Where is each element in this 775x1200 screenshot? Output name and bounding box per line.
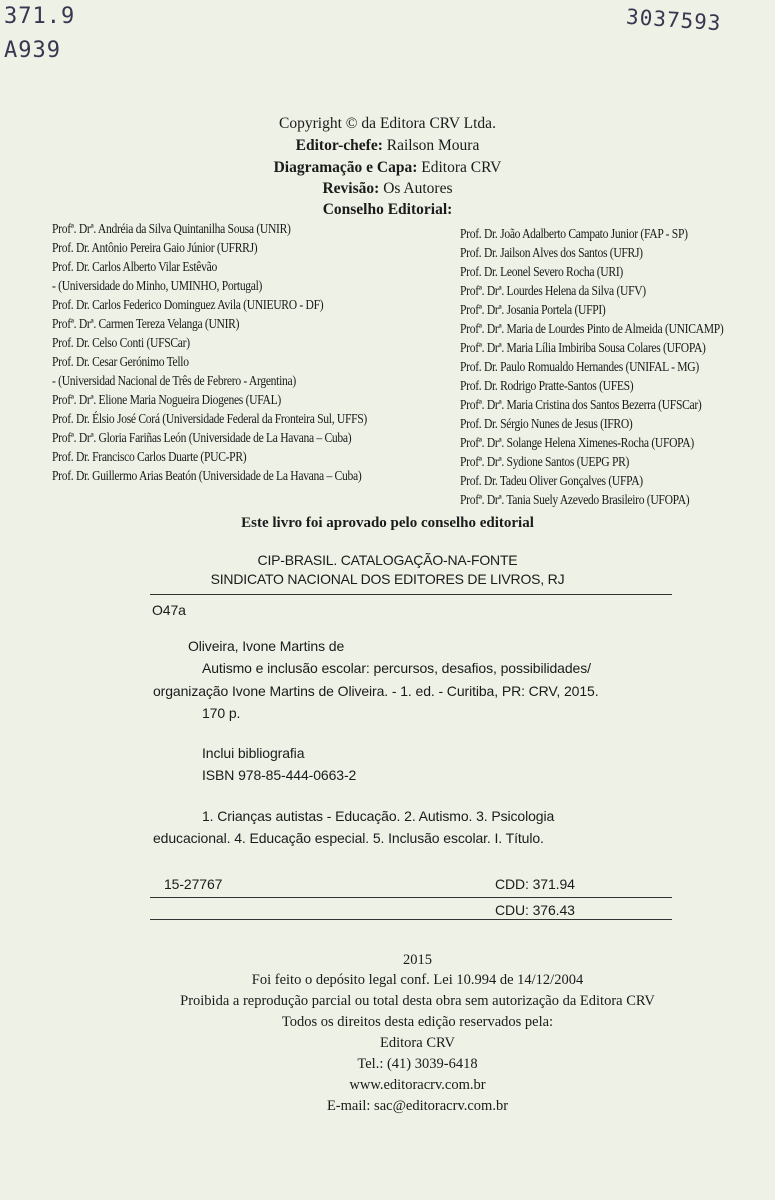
- cdd-divider: [150, 897, 672, 898]
- catalog-pages: 170 p.: [202, 705, 241, 721]
- board-member: Prof. Dr. Tadeu Oliver Gonçalves (UFPA): [460, 473, 643, 488]
- board-member: Prof. Dr. Rodrigo Pratte-Santos (UFES): [460, 378, 634, 393]
- board-member: Profª. Drª. Gloria Fariñas León (Universidade de La Havana – Cuba): [52, 430, 352, 445]
- board-member: Prof. Dr. Paulo Romualdo Hernandes (UNIFAL - MG): [460, 359, 699, 374]
- review-line: [0, 178, 775, 200]
- cip-line-2: SINDICATO NACIONAL DOS EDITORES DE LIVROS, RJ: [210, 571, 565, 587]
- board-member: Prof. Dr. Cesar Gerónimo Tello: [52, 354, 189, 369]
- board-member: Profª. Drª. Maria de Lourdes Pinto de Almeida (UNICAMP): [460, 321, 724, 336]
- board-member: Profª. Drª. Lourdes Helena da Silva (UFV): [460, 283, 646, 298]
- handwritten-call-number-1: 371.9: [4, 4, 76, 29]
- footer-prohibition: Proibida a reprodução parcial ou total desta obra sem autorização da Editora CRV: [180, 993, 655, 1009]
- board-member: Prof. Dr. João Adalberto Campato Junior (FAP - SP): [460, 226, 688, 241]
- cip-line-1: CIP-BRASIL. CATALOGAÇÃO-NA-FONTE: [257, 552, 518, 568]
- board-title: Conselho Editorial:: [322, 201, 453, 218]
- board-right-column: [460, 224, 723, 509]
- board-left-column: [52, 219, 367, 485]
- layout-value: Editora CRV: [417, 159, 502, 176]
- board-member: Prof. Dr. Guillermo Arias Beatón (Universidade de La Havana – Cuba): [52, 468, 362, 483]
- editor-line: [0, 135, 775, 157]
- catalog-title-1: Autismo e inclusão escolar: percursos, desafios, possibilidades/: [202, 660, 591, 676]
- cip-divider-bottom: [150, 919, 672, 920]
- board-member: Profª. Drª. Andréia da Silva Quintanilha Sousa (UNIR): [52, 221, 291, 236]
- handwritten-call-number-2: A939: [4, 38, 61, 63]
- review-value: Os Autores: [379, 180, 453, 197]
- board-member: Prof. Dr. Leonel Severo Rocha (URI): [460, 264, 623, 279]
- layout-line: [0, 157, 775, 179]
- board-member: - (Universidade do Minho, UMINHO, Portugal): [52, 278, 263, 293]
- board-member: Profª. Drª. Tania Suely Azevedo Brasileiro (UFOPA): [460, 492, 690, 507]
- board-member: Profª. Drª. Maria Lília Imbiriba Sousa Colares (UFOPA): [460, 340, 706, 355]
- board-member: Prof. Dr. Francisco Carlos Duarte (PUC-PR): [52, 449, 247, 464]
- footer-rights: Todos os direitos desta edição reservados pela:: [281, 1014, 554, 1030]
- board-member: Profª. Drª. Maria Cristina dos Santos Bezerra (UFSCar): [460, 397, 702, 412]
- board-member: Prof. Dr. Celso Conti (UFSCar): [52, 335, 190, 350]
- editor-label: Editor-chefe:: [295, 137, 383, 154]
- catalog-subjects-1: 1. Crianças autistas - Educação. 2. Autismo. 3. Psicologia: [202, 808, 555, 824]
- review-label: Revisão:: [322, 180, 380, 197]
- board-member: Profª. Drª. Solange Helena Ximenes-Rocha (UFOPA): [460, 435, 694, 450]
- board-member: Profª. Drª. Sydione Santos (UEPG PR): [460, 454, 630, 469]
- catalog-isbn: ISBN 978-85-444-0663-2: [202, 767, 357, 783]
- footer-website: www.editoracrv.com.br: [349, 1077, 486, 1093]
- catalog-cdu: CDU: 376.43: [495, 902, 575, 918]
- approval-statement: Este livro foi aprovado pelo conselho editorial: [241, 515, 534, 531]
- catalog-subjects-2: educacional. 4. Educação especial. 5. Inclusão escolar. I. Título.: [153, 830, 544, 846]
- handwritten-accession-number: 3037593: [625, 4, 723, 36]
- catalog-bibliography: Inclui bibliografia: [202, 745, 305, 761]
- board-member: Profª. Drª. Josania Portela (UFPI): [460, 302, 606, 317]
- board-member: Prof. Dr. Antônio Pereira Gaio Júnior (UFRRJ): [52, 240, 258, 255]
- catalog-title-2: organização Ivone Martins de Oliveira. - 1. ed. - Curitiba, PR: CRV, 2015.: [153, 683, 599, 699]
- board-member: Prof. Dr. Carlos Alberto Vilar Estêvão: [52, 259, 217, 274]
- catalog-record-number: 15-27767: [164, 876, 223, 892]
- copyright-line: Copyright © da Editora CRV Ltda.: [279, 115, 496, 132]
- catalog-code: O47a: [152, 602, 186, 618]
- footer-email: E-mail: sac@editoracrv.com.br: [326, 1098, 509, 1114]
- catalog-author: Oliveira, Ivone Martins de: [188, 638, 345, 654]
- board-member: Prof. Dr. Élsio José Corá (Universidade Federal da Fronteira Sul, UFFS): [52, 411, 367, 426]
- footer-phone: Tel.: (41) 3039-6418: [357, 1056, 478, 1072]
- footer-year: 2015: [403, 952, 432, 968]
- catalog-cdd: CDD: 371.94: [495, 876, 575, 892]
- board-member: Prof. Dr. Carlos Federico Dominguez Avila (UNIEURO - DF): [52, 297, 324, 312]
- board-member: - (Universidad Nacional de Três de Febrero - Argentina): [52, 373, 296, 388]
- board-member: Profª. Drª. Elione Maria Nogueira Diogenes (UFAL): [52, 392, 281, 407]
- cip-divider-top: [150, 594, 672, 595]
- editor-value: Railson Moura: [382, 137, 480, 154]
- footer-legal-deposit: Foi feito o depósito legal conf. Lei 10.994 de 14/12/2004: [251, 972, 584, 988]
- board-member: Prof. Dr. Sérgio Nunes de Jesus (IFRO): [460, 416, 633, 431]
- board-member: Prof. Dr. Jailson Alves dos Santos (UFRJ): [460, 245, 643, 260]
- footer-publisher: Editora CRV: [380, 1035, 455, 1051]
- layout-label: Diagramação e Capa:: [273, 159, 418, 176]
- board-member: Profª. Drª. Carmen Tereza Velanga (UNIR): [52, 316, 240, 331]
